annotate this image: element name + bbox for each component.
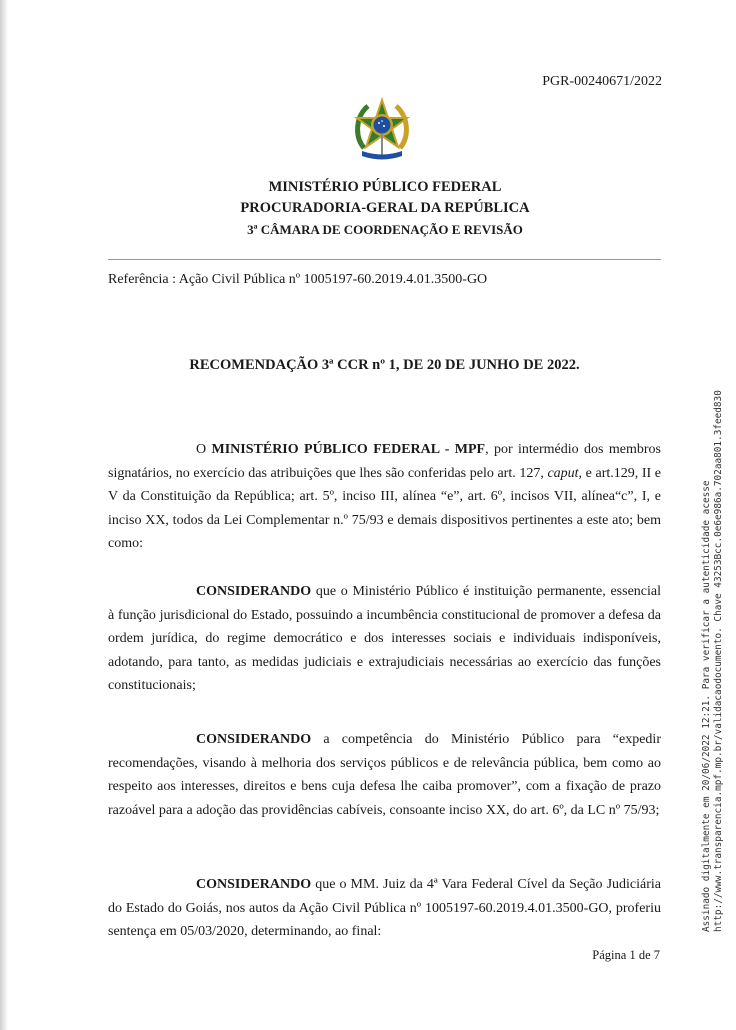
considerando-1-text: que o Ministério Público é instituição permanente, essencial à função jurisdicional do Estado, possuindo a incumbência constitucional de promover a defesa da ordem jurídica, do regime democrático e dos interesses sociais e individuais indisponíveis, adotando, para tanto, as medidas judiciais e extrajudiciais necessárias ao exercício das funções constitucionais; (108, 584, 661, 694)
considerando-2-text: a competência do Ministério Público para “expedir recomendações, visando à melhoria dos serviços públicos e de relevância pública, bem como ao respeito aos interesses, direitos e bens cuja defesa lhe caiba promover”, com a fixação de prazo razoável para a adoção das providências cabíveis, consoante inciso XX, do art. 6º, da LC nº 75/93; (108, 732, 661, 818)
paragraph-considerando-1 (108, 580, 661, 698)
header-line-procuradoria: PROCURADORIA-GERAL DA REPÚBLICA (240, 200, 530, 216)
reference-line: Referência : Ação Civil Pública nº 1005197-60.2019.4.01.3500-GO (108, 272, 488, 287)
header-line-ministry: MINISTÉRIO PÚBLICO FEDERAL (268, 179, 502, 195)
paragraph-intro-lead: O (196, 442, 207, 457)
signature-line-1: Assinado digitalmente em 20/06/2022 12:21. Para verificar a autenticidade acesse (701, 480, 712, 932)
considerando-2-bold: CONSIDERANDO (196, 732, 312, 747)
signature-line-2: http://www.transparencia.mpf.mp.br/validacaodocumento. Chave 43253Bcc.0e6e986a.702aa801.3feed830 (713, 390, 724, 932)
paragraph-intro-italic: caput (547, 465, 579, 481)
document-header (110, 177, 660, 240)
header-divider (108, 259, 661, 260)
paragraph-intro-bold: MINISTÉRIO PÚBLICO FEDERAL - MPF (211, 442, 486, 457)
considerando-3-text: que o MM. Juiz da 4ª Vara Federal Cível da Seção Judiciária do Estado do Goiás, nos autos da Ação Civil Pública nº 1005197-60.2019.4.01.3500-GO, proferiu sentença em 05/03/2020, determinando, ao final: (108, 877, 661, 940)
digital-signature-note (701, 390, 725, 932)
considerando-1-bold: CONSIDERANDO (196, 584, 312, 599)
brazil-coat-of-arms-icon (352, 96, 412, 162)
paragraph-considerando-3 (108, 873, 661, 944)
paragraph-intro-text1: , por intermédio dos membros signatários, no exercício das atribuições que lhes são conferidas pelo art. 127, (108, 442, 661, 481)
paragraph-considerando-2 (108, 728, 661, 822)
page-edge-shadow (0, 0, 8, 1030)
document-title: RECOMENDAÇÃO 3ª CCR nº 1, DE 20 DE JUNHO DE 2022. (189, 357, 580, 373)
header-line-camara: 3ª CÂMARA DE COORDENAÇÃO E REVISÃO (247, 222, 523, 237)
considerando-3-bold: CONSIDERANDO (196, 877, 312, 892)
paragraph-intro (108, 438, 661, 556)
page-number: Página 1 de 7 (592, 948, 660, 962)
document-number: PGR-00240671/2022 (542, 74, 662, 89)
paragraph-intro-text2: , e art.129, II e V da Constituição da República; art. 5º, inciso III, alínea “e”, art. 6º, incisos VII, alínea“c”, I, e inciso XX, todos da Lei Complementar n.º 75/93 e demais dispositivos pertinentes a este ato; bem como: (108, 465, 661, 552)
